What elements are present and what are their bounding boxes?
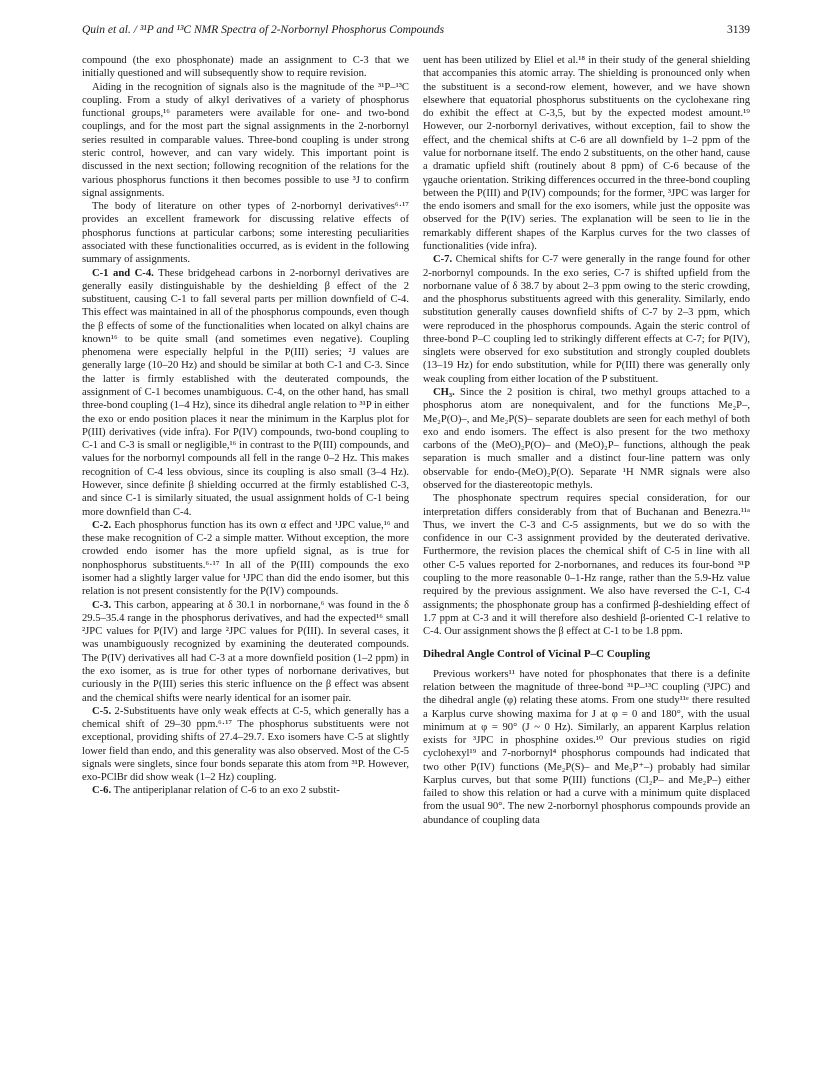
- paragraph: [423, 492, 750, 638]
- running-header: [82, 24, 750, 40]
- page-number: 3139: [727, 24, 750, 36]
- paragraph: [82, 519, 409, 599]
- paragraph-lead: C-1 and C-4.: [92, 267, 154, 279]
- section-heading: Dihedral Angle Control of Vicinal P–C Coupling: [423, 648, 651, 661]
- paragraph: [82, 81, 409, 201]
- paragraph-text: Aiding in the recognition of signals also is the magnitude of the ³¹P–¹³C coupling. From a study of alkyl derivatives of a variety of phosphorus functional groups,¹⁶ parameters were available for one- and two-bond couplings, and for the most part the signal assignments in the 2-norbornyl series resulted in comparable values. Three-bond coupling is under strong steric control, however, and can vary widely. This important point is discussed in the next section; following recognition of the relations for the various phosphorus functions it then becomes possible to use ³J to confirm signal assignments.: [82, 81, 409, 199]
- paragraph: [423, 668, 750, 827]
- paragraph-text: 2-Substituents have only weak effects at C-5, which generally has a chemical shift of 29–30 ppm.⁶·¹⁷ The phosphorus substituents were not exceptional, providing shifts of 27.4–29.7. Exo isomers have C-5 at slightly lower field than endo, and this generality was also observed. Most of the C-5 signals were singlets, since four bonds separate this atom from ³¹P. However, exo-PClBr did show weak (1–2 Hz) coupling.: [82, 705, 409, 784]
- paragraph-text: Previous workers¹¹ have noted for phosphonates that there is a definite relation between the magnitude of three-bond ³¹P–¹³C coupling (³JPC) and the dihedral angle (φ) relating these atoms. From one study¹¹ᵉ there resulted a Karplus curve showing maxima for J at φ = 0 and 180°, with the usual minimum at φ = 90° (J ~ 0 Hz). Similarly, an apparent Karplus relation exists for ³JPC in phosphine oxides.¹⁰ Our previous studies on rigid cyclohexyl¹⁹ and 7-norbornyl⁴ phosphorus compounds had indicated that two other P(IV) functions (Me₂P(S)– and Me₃P⁺–) probably had similar Karplus curves, but that some P(III) functions (Cl₂P– and Me₂P–) either failed to show this relation or had a curve with a minimum quite displaced from the usual 90°. The new 2-norbornyl phosphorus compounds provide an abundance of coupling data: [423, 668, 750, 826]
- paragraph-text: compound (the exo phosphonate) made an assignment to C-3 that we initially questioned and will subsequently show to require revision.: [82, 55, 409, 80]
- paragraph: [82, 267, 409, 519]
- paragraph-lead: C-5.: [92, 705, 112, 717]
- paragraph-lead: C-7.: [433, 254, 453, 266]
- paragraph: [82, 705, 409, 785]
- paragraph-text: Since the 2 position is chiral, two methyl groups attached to a phosphorus atom are nonequivalent, and for the functions Me₂P–, Me₂P(O)–, and Me₂P(S)– separate doublets are seen for each methyl of both exo and endo isomers. The effect is also present for the two methoxy carbons of the (MeO)₂P(O)– and (MeO)₂P– functions, although the peak separation is much smaller and a distinct four-line pattern was only observable for endo-(MeO)₂P(O). Separate ¹H NMR signals were also observed for the diastereotopic methyls.: [423, 387, 750, 491]
- paragraph-lead: C-2.: [92, 519, 112, 531]
- paragraph-lead: C-3.: [92, 599, 112, 611]
- paragraph-lead: C-6.: [92, 785, 112, 797]
- paragraph-text: uent has been utilized by Eliel et al.¹⁸ in their study of the general shielding that accompanies this atomic array. The shielding is pronounced only when the substituent is a second-row element, however, and we have shown elsewhere that equatorial phosphorus substituents on the cyclohexane ring do exhibit the effect at C-3,5, but by the expected modest amount.¹⁹ However, our 2-norbornyl derivatives, without exception, fail to show the effect, and the chemical shifts at C-6 are all downfield by 1–2 ppm of the value for norbornane itself. The endo 2 substituents, on the other hand, cause a dramatic upfield shift (routinely about 8 ppm) of C-6 because of the γgauche orientation. Striking differences occurred in the three-bond coupling between the P(III) and P(IV) compounds; for the former, ³JPC was larger for the endo isomers and small for the exo isomers, while just the opposite was observed for the P(IV) series. The explanation will be seen to lie in the remarkably different shapes of the Karplus curves for the two classes of functionalities (vide infra).: [423, 55, 750, 252]
- paragraph-text: Each phosphorus function has its own α effect and ¹JPC value,¹⁶ and these make recognition of C-2 a simple matter. Without exception, the more crowded endo isomer has the more upfield signal, as is true for nonphosphorus substituents.⁶·¹⁷ In all of the P(III) compounds the exo isomer had a slightly larger value for ¹JPC than did the endo isomer, but this relation is not present consistently for the P(IV) compounds.: [82, 519, 409, 598]
- paragraph-text: This carbon, appearing at δ 30.1 in norbornane,⁶ was found in the δ 29.5–35.4 range in the phosphorus derivatives, and had the expected¹⁶ small ²JPC values for P(IV) and large ²JPC values for P(III). In several cases, it was unambiguously recognized by examining the deuterated compounds. The P(IV) derivatives all had C-3 at a more downfield position (1–2 ppm) in the exo isomer, as is true for other types of norbornane derivatives, but curiously in the P(III) series this steric influence on the β effect was absent and the chemical shifts were nearly identical for an isomer pair.: [82, 599, 409, 704]
- paragraph: [82, 54, 409, 81]
- paragraph: [82, 200, 409, 266]
- paragraph-text: The antiperiplanar relation of C-6 to an exo 2 substit-: [111, 785, 340, 797]
- paragraph-text: These bridgehead carbons in 2-norbornyl derivatives are generally easily distinguishable by the deshielding β effect of the 2 substituent, causing C-1 to fall several parts per million downfield of C-4. This effect was maintained in all of the phosphorus compounds, even though the β effects of some of the functionalities when located on alkyl chains are known¹⁶ to be quite small (and sometimes even negative). Coupling phenomena were especially helpful in the P(III) series; ²J values are generally large (10–20 Hz) and should be similar at both C-1 and C-3. Since the latter is firmly established with the deuterated compounds, the assignment of C-1 becomes unambiguous. C-4, on the other hand, has small three-bond coupling (1–4 Hz), since its dihedral angle relation to ³¹P in either the exo or endo position places it near the minimum in the Karplus plot for P(III) derivatives (vide infra). For P(IV) compounds, two-bond coupling to C-1 and C-3 is small or negligible,¹⁶ in contrast to the P(III) compounds, and values for the norbornyl compounds all fell in the range 0–2 Hz. This makes recognition of C-4 less obvious, since its coupling is also small (3–4 Hz). However, since definite β shielding occurred at the firmly established C-3, and since C-1 is similarly situated, the usual assignment holds of C-1 being more downfield than C-4.: [82, 267, 409, 518]
- paragraph: [82, 599, 409, 705]
- paragraph: [82, 784, 409, 797]
- paragraph: [423, 253, 750, 386]
- running-title: Quin et al. / ³¹P and ¹³C NMR Spectra of 2-Norbornyl Phosphorus Compounds: [82, 24, 445, 36]
- paragraph-text: Chemical shifts for C-7 were generally in the range found for other 2-norbornyl compounds. In the exo series, C-7 is shifted upfield from the norbornane value of δ 38.7 by about 2–3 ppm owing to the steric crowding, and the phosphorus substituents agreed with this generality. Similarly, endo substitution generally causes downfield shifts of C-7 by 2–3 ppm, which were reproduced in the phosphorus compounds. Again the steric control of three-bond P–C coupling led to strikingly different effects at C-7; for P(IV), singlets were observed for exo substitution and strongly coupled doublets (13–19 Hz) for endo substitution, while for P(III) there was generally only weak coupling from either location of the P substituent.: [423, 254, 750, 385]
- paragraph: [423, 54, 750, 253]
- paragraph: [423, 386, 750, 492]
- paragraph-text: The body of literature on other types of 2-norbornyl derivatives⁶·¹⁷ provides an excellent framework for discussing relative effects of phosphorus functions at particular carbons; some interesting peculiarities associated with these functionalities occurred, as is evident in the following summary of assignments.: [82, 201, 409, 266]
- paragraph-text: The phosphonate spectrum requires special consideration, for our interpretation differs considerably from that of Buchanan and Benezra.¹¹ᵃ Thus, we invert the C-3 and C-5 assignments, but we do so with the confidence in our C-3 assignment provided by the deuterated derivative. Furthermore, the revision places the chemical shift of C-5 in line with all other C-5 values reported for 2-norbornanes, and reduces its four-bond ³¹P coupling to the more reasonable 0–1-Hz range, rather than the 5.9-Hz value required by the previous assignment. We also have reversed the C-1, C-4 assignments; the phosphonate group has a confirmed β-deshielding effect of 1.7 ppm at C-3 and it will therefore also deshield β-oriented C-1 relative to C-4. Our assignment shows the β effect at C-1 to be 1.8 ppm.: [423, 493, 750, 638]
- left-column: [82, 54, 409, 1064]
- right-column: [423, 54, 750, 1064]
- paragraph-lead: CH₃.: [433, 387, 455, 399]
